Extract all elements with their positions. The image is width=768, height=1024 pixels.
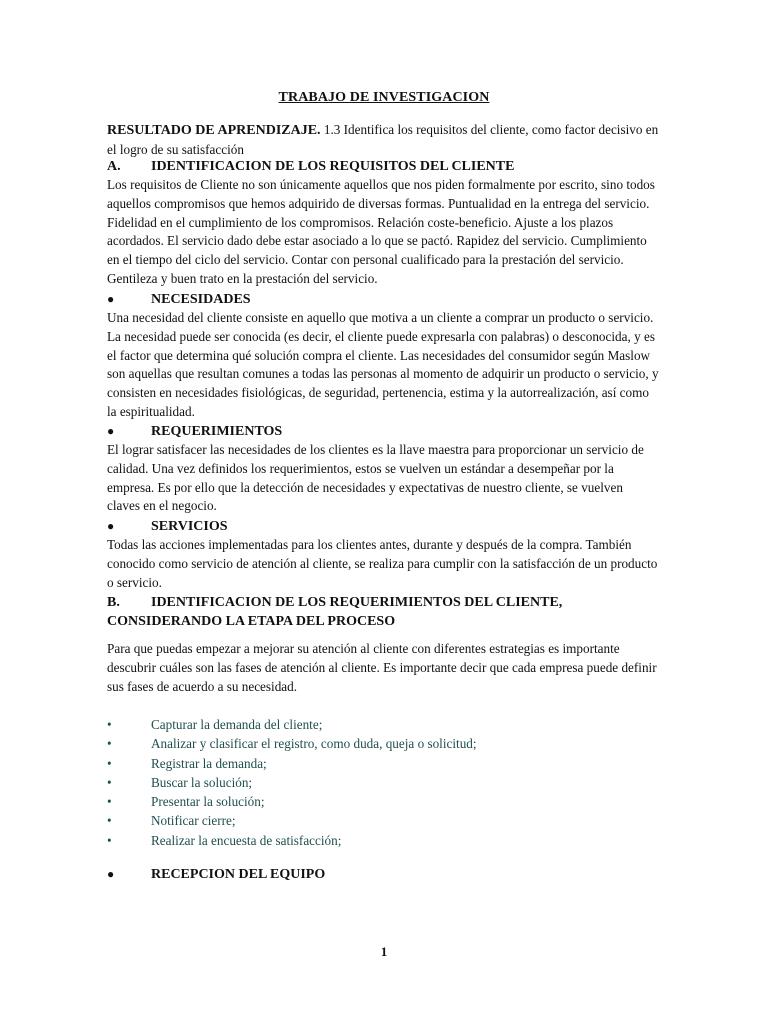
page-number: 1	[380, 944, 388, 959]
bullet-icon: •	[107, 794, 112, 810]
section-b-letter: B.	[107, 595, 120, 610]
section-b-heading	[107, 593, 659, 613]
requerimientos-body: El lograr satisfacer las necesidades de los clientes es la llave maestra para proporcionar un servicio de calidad. Una vez definidos los requerimientos, estos se vuelven un estándar a desempeñar por la empresa. Es por ello que la detección de necesidades y expectativas de nuestro cliente, se vuelven claves en el negocio.	[107, 442, 644, 514]
bullet-icon: ●	[107, 519, 115, 533]
recepcion-heading	[107, 865, 659, 885]
servicios-heading	[107, 517, 659, 537]
learning-outcome-label: RESULTADO DE APRENDIZAJE.	[107, 123, 321, 138]
bullet-icon: •	[107, 755, 112, 771]
list-item: • Notificar cierre;	[107, 811, 659, 830]
bullet-icon: ●	[107, 292, 115, 306]
requerimientos-heading	[107, 422, 659, 442]
bullet-icon: •	[107, 736, 112, 752]
requerimientos-title: REQUERIMIENTOS	[151, 424, 283, 439]
bullet-icon: •	[107, 813, 112, 829]
necesidades-body: Una necesidad del cliente consiste en aquello que motiva a un cliente a comprar un producto o servicio. La necesidad puede ser conocida (es decir, el cliente puede expresarla con palabras) o desconocida, y es el factor que determina qué solución compra el cliente. Las necesidades del consumidor según Maslow son aquellas que resultan comunes a todas las personas al momento de adquirir un producto o servicio, y consisten en necesidades fisiológicas, de seguridad, pertenencia, estima y la autorrealización, así como la espiritualidad.	[107, 310, 659, 419]
section-a-letter: A.	[107, 159, 121, 174]
section-b-title-line1: IDENTIFICACION DE LOS REQUERIMIENTOS DEL CLIENTE,	[151, 595, 563, 610]
section-b-title-line2: CONSIDERANDO LA ETAPA DEL PROCESO	[107, 614, 396, 629]
necesidades-title: NECESIDADES	[151, 292, 251, 307]
bullet-icon: ●	[107, 424, 115, 438]
bullet-icon: •	[107, 717, 112, 732]
list-item: • Buscar la solución;	[107, 773, 659, 792]
necesidades-heading	[107, 290, 659, 310]
list-item: • Registrar la demanda;	[107, 754, 659, 773]
learning-outcome-text: 1.3 Identifica los requisitos del cliente, como factor decisivo en el logro de su satisfacción	[107, 122, 659, 157]
bullet-icon: •	[107, 774, 112, 790]
section-a-body: Los requisitos de Cliente no son únicamente aquellos que nos piden formalmente por escrito, sino todos aquellos compromisos que hemos adquirido de diversas formas. Puntualidad en la entrega del servicio. Fidelidad en el cumplimiento de los compromisos. Relación coste-beneficio. Ajuste a los plazos acordados. El servicio dado debe estar asociado a lo que se pactó. Rapidez del servicio. Cumplimiento en el tiempo del ciclo del servicio. Contar con personal cualificado para la prestación del servicio. Gentileza y buen trato en la prestación del servicio.	[107, 177, 655, 286]
section-a-heading	[107, 157, 659, 177]
section-a-title: IDENTIFICACION DE LOS REQUISITOS DEL CLIENTE	[151, 159, 515, 174]
list-item: • Capturar la demanda del cliente;	[107, 715, 659, 734]
recepcion-title: RECEPCION DEL EQUIPO	[151, 867, 326, 882]
list-item: • Presentar la solución;	[107, 792, 659, 811]
servicios-title: SERVICIOS	[151, 519, 228, 534]
servicios-body: Todas las acciones implementadas para los clientes antes, durante y después de la compra. También conocido como servicio de atención al cliente, se realiza para cumplir con la satisfacción de un producto o servicio.	[107, 537, 658, 590]
fases-list	[107, 715, 659, 850]
learning-outcome	[107, 121, 659, 160]
section-b-heading-line2	[107, 612, 659, 632]
section-b-body: Para que puedas empezar a mejorar su atención al cliente con diferentes estrategias es importante descubrir cuáles son las fases de atención al cliente. Es importante decir que cada empresa puede definir sus fases de acuerdo a su necesidad.	[107, 641, 657, 694]
bullet-icon: •	[107, 832, 112, 848]
list-item: • Analizar y clasificar el registro, como duda, queja o solicitud;	[107, 734, 659, 753]
bullet-icon: ●	[107, 867, 115, 881]
list-item: • Realizar la encuesta de satisfacción;	[107, 831, 659, 850]
document-title: TRABAJO DE INVESTIGACION	[278, 90, 490, 105]
